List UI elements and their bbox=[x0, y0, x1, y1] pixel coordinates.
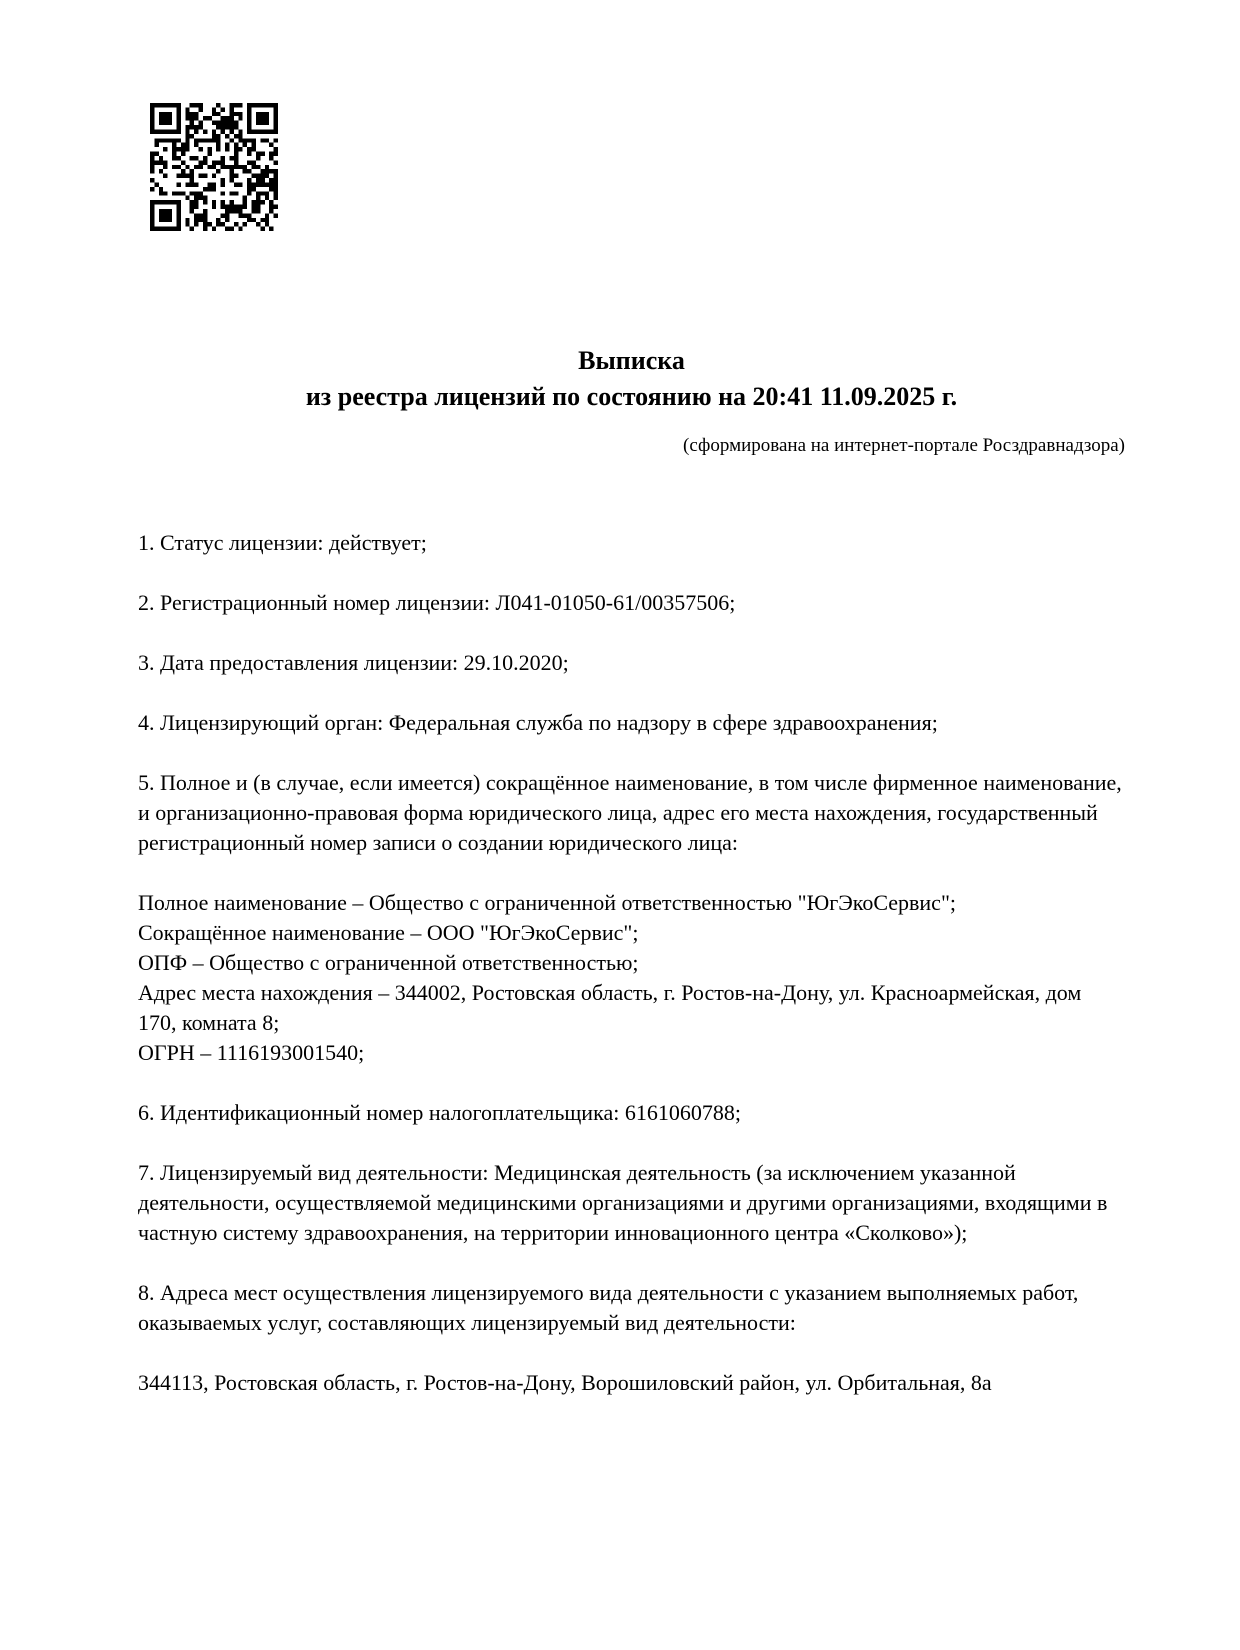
org-info-intro: 5. Полное и (в случае, если имеется) сокращённое наименование, в том числе фирменное наименование, и организационно-правовая форма юридического лица, адрес его места нахождения, государственный регистрационный номер записи о создании юридического лица: bbox=[138, 770, 1122, 855]
license-reg-number: 2. Регистрационный номер лицензии: Л041-01050-61/00357506; bbox=[138, 590, 736, 615]
document-title-date-line: из реестра лицензий по состоянию на 20:41 11.09.2025 г. bbox=[305, 382, 958, 411]
license-status: 1. Статус лицензии: действует; bbox=[138, 530, 427, 555]
licensed-activity: 7. Лицензируемый вид деятельности: Медицинская деятельность (за исключением указанной деятельности, осуществляемой медицинскими организациями и другими организациями, входящими в частную систему здравоохранения, на территории инновационного центра «Сколково»); bbox=[138, 1160, 1108, 1245]
document-title: Выписка bbox=[578, 346, 685, 375]
org-ogrn: ОГРН – 1116193001540; bbox=[138, 1040, 365, 1065]
org-full-name: Полное наименование – Общество с ограниченной ответственностью "ЮгЭкоСервис"; bbox=[138, 890, 957, 915]
activity-addresses-intro: 8. Адреса мест осуществления лицензируемого вида деятельности с указанием выполняемых работ, оказываемых услуг, составляющих лицензируемый вид деятельности: bbox=[138, 1280, 1079, 1335]
license-grant-date: 3. Дата предоставления лицензии: 29.10.2020; bbox=[138, 650, 569, 675]
org-address: Адрес места нахождения – 344002, Ростовская область, г. Ростов-на-Дону, ул. Красноармейская, дом 170, комната 8; bbox=[138, 980, 1082, 1035]
formation-note: (сформирована на интернет-портале Росздравнадзора) bbox=[683, 435, 1125, 456]
licensing-authority: 4. Лицензирующий орган: Федеральная служба по надзору в сфере здравоохранения; bbox=[138, 710, 938, 735]
activity-address: 344113, Ростовская область, г. Ростов-на-Дону, Ворошиловский район, ул. Орбитальная, 8а bbox=[138, 1370, 992, 1395]
org-legal-form: ОПФ – Общество с ограниченной ответственностью; bbox=[138, 950, 639, 975]
taxpayer-inn: 6. Идентификационный номер налогоплательщика: 6161060788; bbox=[138, 1100, 741, 1125]
org-short-name: Сокращённое наименование – ООО "ЮгЭкоСервис"; bbox=[138, 920, 639, 945]
org-details-block bbox=[138, 888, 1125, 1068]
